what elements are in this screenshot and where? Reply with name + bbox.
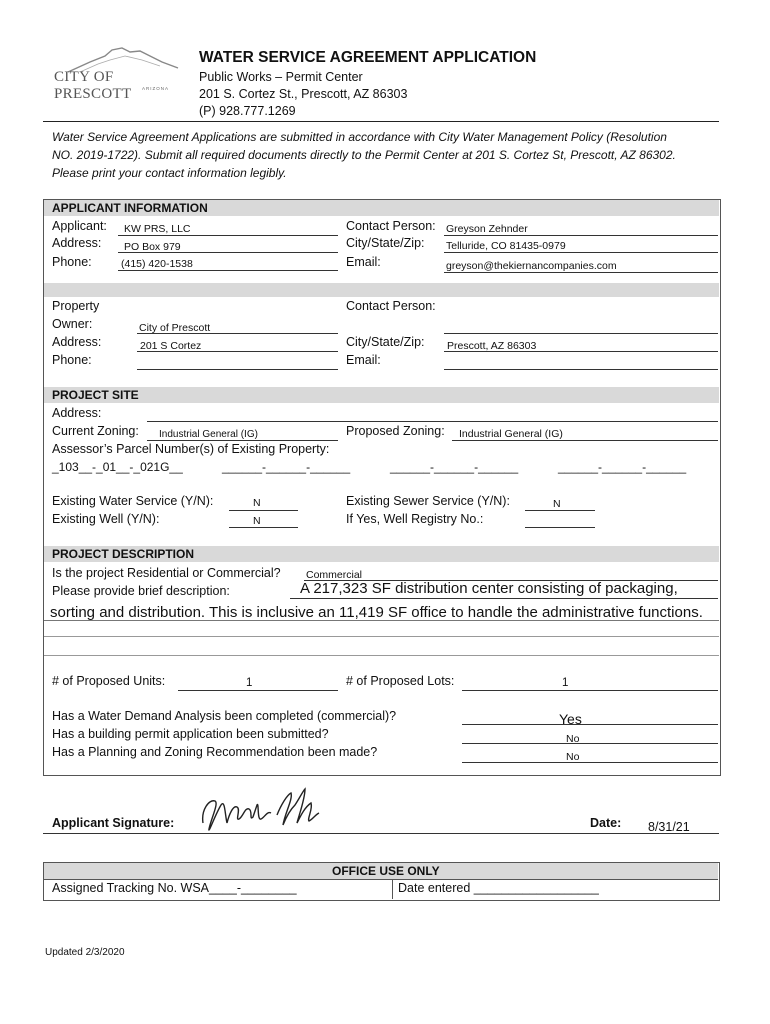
address-field[interactable]: PO Box 979 [124, 241, 181, 253]
intro-line-2: NO. 2019-1722). Submit all required documents directly to the Permit Center at 201 S. Cortez St, Prescott, AZ 86302. [52, 148, 676, 162]
contact-label: Contact Person: [346, 219, 436, 233]
logo-text: CITY OF PRESCOTT [54, 69, 132, 102]
parcel-number-1[interactable]: _103__-_01__-_021G__ [52, 460, 183, 474]
owner-field[interactable]: City of Prescott [139, 322, 211, 334]
phone-label: Phone: [52, 255, 92, 269]
description-line-1[interactable]: A 217,323 SF distribution center consisting of packaging, [300, 580, 678, 597]
owner-email-label: Email: [346, 353, 381, 367]
project-site-title: PROJECT SITE [52, 388, 139, 402]
date-field[interactable]: 8/31/21 [648, 820, 690, 834]
well-registry-label: If Yes, Well Registry No.: [346, 512, 484, 526]
description-line-2[interactable]: sorting and distribution. This is inclusive an 11,419 SF office to handle the administrative functions. [50, 604, 703, 621]
project-desc-title: PROJECT DESCRIPTION [52, 547, 195, 561]
water-service-label: Existing Water Service (Y/N): [52, 494, 214, 508]
address-label: Address: [52, 236, 102, 250]
parcel-number-3[interactable]: ______-______-______ [390, 460, 519, 474]
parcel-label: Assessor’s Parcel Number(s) of Existing Property: [52, 442, 330, 456]
logo-subtext: ARIZONA [142, 86, 170, 91]
office-use-title: OFFICE USE ONLY [332, 864, 440, 878]
intro-line-1: Water Service Agreement Applications are submitted in accordance with City Water Management Policy (Resolution [52, 130, 667, 144]
parcel-number-4[interactable]: ______-______-______ [558, 460, 687, 474]
answer-building-permit[interactable]: No [566, 733, 580, 745]
signature-label: Applicant Signature: [52, 816, 175, 830]
owner-address-label: Address: [52, 335, 102, 349]
owner-contact-label: Contact Person: [346, 299, 436, 313]
proposed-zoning-label: Proposed Zoning: [346, 424, 445, 438]
current-zoning-label: Current Zoning: [52, 424, 139, 438]
proposed-zoning-field[interactable]: Industrial General (IG) [459, 428, 563, 440]
owner-label: Owner: [52, 317, 93, 331]
project-type-field[interactable]: Commercial [306, 569, 363, 581]
proposed-lots-label: # of Proposed Lots: [346, 674, 455, 688]
well-label: Existing Well (Y/N): [52, 512, 160, 526]
site-address-label: Address: [52, 406, 102, 420]
water-service-field[interactable]: N [253, 497, 261, 509]
handwritten-signature-icon [195, 785, 325, 840]
property-label: Property [52, 299, 100, 313]
email-label: Email: [346, 255, 381, 269]
sewer-service-field[interactable]: N [553, 498, 561, 510]
well-field[interactable]: N [253, 515, 261, 527]
sewer-service-label: Existing Sewer Service (Y/N): [346, 494, 510, 508]
answer-planning-zoning[interactable]: No [566, 751, 580, 763]
owner-csz-label: City/State/Zip: [346, 335, 425, 349]
dept-phone: (P) 928.777.1269 [199, 104, 296, 118]
applicant-label: Applicant: [52, 219, 107, 233]
csz-label: City/State/Zip: [346, 236, 425, 250]
form-title: WATER SERVICE AGREEMENT APPLICATION [199, 49, 537, 66]
date-label: Date: [590, 816, 622, 830]
owner-address-field[interactable]: 201 S Cortez [140, 340, 202, 352]
proposed-units-label: # of Proposed Units: [52, 674, 166, 688]
applicant-signature[interactable] [195, 785, 325, 840]
email-field[interactable]: greyson@thekiernancompanies.com [446, 260, 617, 272]
updated-date: Updated 2/3/2020 [45, 947, 125, 958]
owner-phone-label: Phone: [52, 353, 92, 367]
project-site-band [44, 387, 719, 403]
question-water-demand: Has a Water Demand Analysis been completed (commercial)? [52, 709, 397, 723]
intro-line-3: Please print your contact information legibly. [52, 166, 287, 180]
current-zoning-field[interactable]: Industrial General (IG) [159, 429, 258, 440]
city-logo [50, 42, 185, 102]
applicant-section-title: APPLICANT INFORMATION [52, 201, 208, 215]
date-entered[interactable]: Date entered __________________ [398, 881, 599, 895]
proposed-units-field[interactable]: 1 [246, 677, 253, 689]
question-building-permit: Has a building permit application been submitted? [52, 727, 329, 741]
project-type-label: Is the project Residential or Commercial? [52, 566, 281, 580]
dept-address: 201 S. Cortez St., Prescott, AZ 86303 [199, 87, 408, 101]
phone-field[interactable]: (415) 420-1538 [121, 258, 193, 270]
dept-name: Public Works – Permit Center [199, 70, 363, 84]
applicant-field[interactable]: KW PRS, LLC [124, 223, 191, 235]
tracking-number[interactable]: Assigned Tracking No. WSA____-________ [52, 881, 297, 895]
question-planning-zoning: Has a Planning and Zoning Recommendation been made? [52, 745, 378, 759]
owner-separator-band [44, 283, 719, 297]
answer-water-demand[interactable]: Yes [559, 711, 582, 727]
contact-field[interactable]: Greyson Zehnder [446, 223, 528, 235]
proposed-lots-field[interactable]: 1 [562, 677, 569, 689]
header-divider [43, 121, 719, 122]
owner-csz-field[interactable]: Prescott, AZ 86303 [447, 340, 537, 352]
csz-field[interactable]: Telluride, CO 81435-0979 [446, 240, 566, 252]
description-label: Please provide brief description: [52, 584, 230, 598]
parcel-number-2[interactable]: ______-______-______ [222, 460, 351, 474]
